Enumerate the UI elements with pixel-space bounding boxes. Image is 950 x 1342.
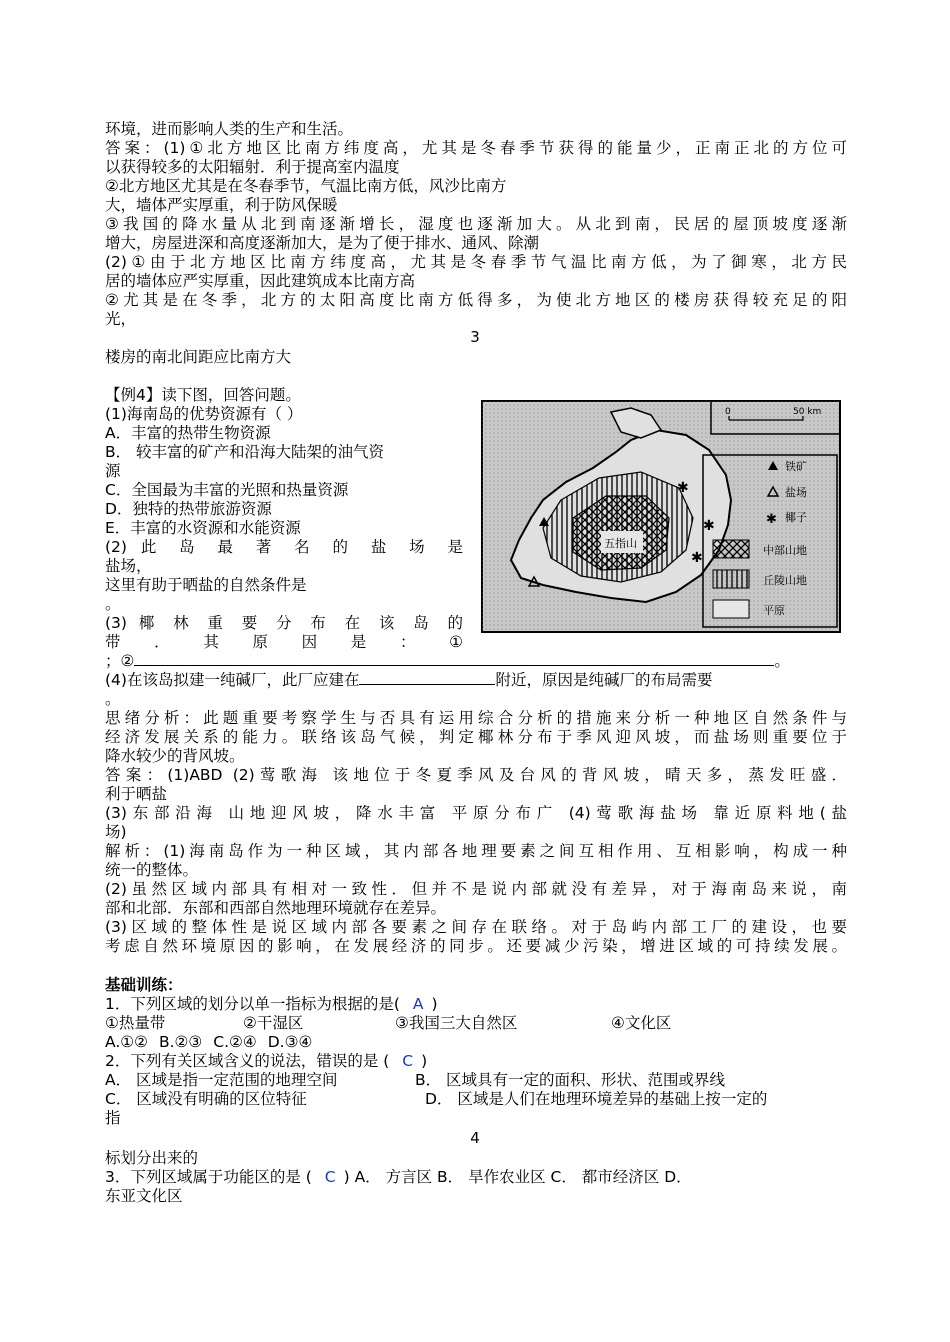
text-line: 答案：(1)①北方地区比南方纬度高，尤其是冬春季节获得的能量少，正南正北的方位可 — [105, 139, 847, 157]
option-d: D． 区域是人们在地理环境差异的基础上按一定的 — [425, 1090, 768, 1108]
scale-label: 50 km — [793, 407, 822, 417]
option-d-cont: 指 — [105, 1109, 121, 1127]
question-2: (2) 此 岛 最 著 名 的 盐 场 是 — [105, 538, 463, 556]
explanation-line: 解析：(1)海南岛作为一种区域，其内部各地理要素之间互相作用、互相影响，构成一种 — [105, 842, 847, 860]
answer-line: 答案：(1)ABD (2)莺歌海 该地位于冬夏季风及台风的背风坡，晴天多，蒸发旺盛． — [105, 766, 847, 784]
item: ③我国三大自然区 — [395, 1014, 518, 1032]
option-a: A． 区域是指一定范围的地理空间 — [105, 1071, 338, 1089]
hainan-map — [481, 400, 841, 633]
exercise-1-stem: 1．下列区域的划分以单一指标为根据的是( — [105, 995, 400, 1013]
option-c: C．全国最为丰富的光照和热量资源 — [105, 481, 349, 499]
scale-zero: 0 — [725, 407, 731, 417]
explanation-line: 考虑自然环境原因的影响，在发展经济的同步。还要减少污染，增进区域的可持续发展。 — [105, 937, 847, 955]
coconut-symbol: ✱ — [677, 480, 689, 496]
question-2-cont: 这里有助于晒盐的自然条件是 — [105, 576, 307, 594]
exercise-2 — [105, 1051, 427, 1071]
exercise-1 — [105, 994, 438, 1014]
exercise-3 — [105, 1167, 692, 1187]
question-3-prefix: ；② — [105, 652, 135, 670]
question-3-cont: 带 ． 其 原 因 是 ： ① — [105, 633, 463, 651]
exercise-1-answer: A — [412, 995, 424, 1013]
option-e: E．丰富的水资源和水能资源 — [105, 519, 301, 537]
option-d: D．独特的热带旅游资源 — [105, 500, 272, 518]
exercise-3-options: ) A． 方言区 B． 旱作农业区 C． 都市经济区 D． — [343, 1168, 692, 1186]
center-label: 五指山 — [604, 537, 637, 550]
answer-blank — [134, 651, 774, 666]
question-4-suffix: 附近，原因是纯碱厂的布局需要 — [495, 671, 713, 689]
question-2-end: 。 — [105, 595, 121, 613]
answer-line: 场) — [105, 823, 127, 841]
text-line: 增大，房屋进深和高度逐渐加大，是为了便于排水、通风、除潮 — [105, 234, 540, 252]
legend-coconut: 椰子 — [785, 511, 807, 524]
legend-coconut-symbol: ✱ — [766, 512, 777, 527]
exercise-2-answer: C — [402, 1052, 414, 1070]
question-4 — [105, 670, 712, 690]
question-3-suffix: 。 — [774, 652, 790, 670]
option-d-cont: 标划分出来的 — [105, 1149, 199, 1167]
item: ①热量带 — [105, 1014, 166, 1032]
page-number: 4 — [470, 1129, 480, 1147]
explanation-line: 统一的整体。 — [105, 861, 199, 879]
question-2-cont: 盐场， — [105, 557, 152, 575]
legend-mountain: 中部山地 — [763, 544, 807, 557]
exercise-3-cont: 东亚文化区 — [105, 1187, 183, 1205]
option-b-cont: 源 — [105, 462, 121, 480]
exercise-3-answer: C — [324, 1168, 336, 1186]
text-line: 光， — [105, 310, 137, 328]
exercise-1-options: A.①② B.②③ C.②④ D.③④ — [105, 1033, 313, 1051]
text-line: 居的墙体应严实厚重，因此建筑成本比南方高 — [105, 272, 416, 290]
explanation-line: (2)虽然区域内部具有相对一致性．但并不是说内部就没有差异，对于海南岛来说，南 — [105, 880, 847, 898]
example-title: 【例4】读下图，回答问题。 — [105, 386, 301, 404]
text-line: ②尤其是在冬季，北方的太阳高度比南方低得多，为使北方地区的楼房获得较充足的阳 — [105, 291, 847, 309]
question-1: (1)海南岛的优势资源有（ ） — [105, 405, 303, 423]
text-line: ②北方地区尤其是在冬春季节，气温比南方低，风沙比南方 — [105, 177, 507, 195]
text-line: 大，墙体严实厚重，利于防风保暖 — [105, 196, 338, 214]
text-line: 楼房的南北间距应比南方大 — [105, 348, 292, 366]
answer-blank — [359, 670, 495, 685]
legend-mountain-swatch — [713, 540, 749, 558]
legend-salt: 盐场 — [785, 486, 807, 499]
option-c: C． 区域没有明确的区位特征 — [105, 1090, 307, 1108]
analysis-line: 降水较少的背风坡。 — [105, 747, 245, 765]
option-b: B． 区域具有一定的面积、形状、范围或界线 — [415, 1071, 726, 1089]
explanation-line: 部和北部．东部和西部自然地理环境就存在差异。 — [105, 899, 447, 917]
legend-iron: 铁矿 — [785, 460, 807, 473]
exercise-1-close: ) — [431, 995, 438, 1013]
answer-line: (3)东部沿海 山地迎风坡，降水丰富 平原分布广 (4)莺歌海盐场 靠近原料地(盐 — [105, 804, 847, 822]
exercise-3-stem: 3．下列区域属于功能区的是 ( — [105, 1168, 312, 1186]
item: ②干湿区 — [243, 1014, 304, 1032]
question-4-end: 。 — [105, 690, 121, 708]
legend-hill-swatch — [713, 570, 749, 588]
text-line: 环境，进而影响人类的生产和生活。 — [105, 120, 354, 138]
exercise-2-stem: 2．下列有关区域含义的说法，错误的是 ( — [105, 1052, 390, 1070]
item: ④文化区 — [611, 1014, 672, 1032]
question-3: (3) 椰 林 重 要 分 布 在 该 岛 的 — [105, 614, 463, 632]
legend-plain: 平原 — [763, 604, 785, 617]
page-number: 3 — [470, 328, 480, 346]
exercise-2-close: ) — [421, 1052, 428, 1070]
legend-plain-swatch — [713, 600, 749, 618]
text-line: 以获得较多的太阳辐射．利于提高室内温度 — [105, 158, 400, 176]
analysis-line: 思绪分析：此题重要考察学生与否具有运用综合分析的措施来分析一种地区自然条件与 — [105, 709, 847, 727]
legend-hill: 丘陵山地 — [763, 574, 807, 587]
coconut-symbol: ✱ — [703, 518, 715, 534]
question-4-prefix: (4)在该岛拟建一纯碱厂，此厂应建在 — [105, 671, 360, 689]
answer-line: 利于晒盐 — [105, 785, 168, 803]
coconut-symbol: ✱ — [691, 550, 703, 566]
section-heading: 基础训练： — [105, 976, 183, 994]
text-line: (2)①由于北方地区比南方纬度高，尤其是冬春季节气温比南方低，为了御寒，北方民 — [105, 253, 847, 271]
explanation-line: (3)区域的整体性是说区域内部各要素之间存在联络。对于岛屿内部工厂的建设，也要 — [105, 918, 847, 936]
option-b: B． 较丰富的矿产和沿海大陆架的油气资 — [105, 443, 385, 461]
analysis-line: 经济发展关系的能力。联络该岛气候，判定椰林分布于季风迎风坡，而盐场则重要位于 — [105, 728, 847, 746]
text-line: ③我国的降水量从北到南逐渐增长，湿度也逐渐加大。从北到南，民居的屋顶坡度逐渐 — [105, 215, 847, 233]
question-3-blank-line — [105, 651, 790, 671]
option-a: A．丰富的热带生物资源 — [105, 424, 271, 442]
